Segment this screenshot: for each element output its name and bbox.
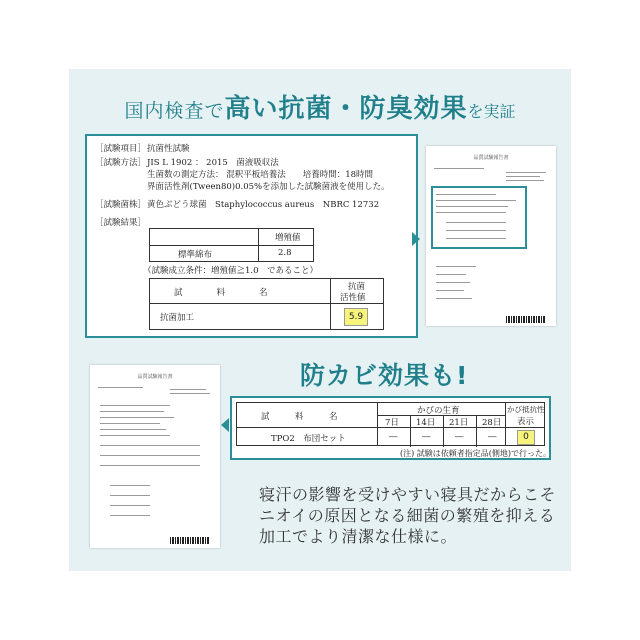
- mold-sample-name: TPO2 布団セット: [271, 434, 346, 444]
- activity-header-2: 活性値: [340, 293, 366, 303]
- growth-value-header: 増殖値: [275, 233, 301, 243]
- doc1-highlight-box: [431, 186, 527, 249]
- test-result-label: ［試験結果］: [95, 218, 147, 228]
- test-item-label: ［試験項目］: [95, 144, 147, 154]
- doc1-title: 品質試験報告書: [473, 155, 509, 161]
- arrow-left-icon: [221, 418, 229, 432]
- report-document-1: [426, 146, 556, 326]
- day-21: 21日: [449, 418, 469, 428]
- standard-cloth-value: 2.8: [278, 248, 292, 258]
- day-28: 28日: [482, 418, 502, 428]
- result-table-1: [149, 228, 314, 262]
- test-strain-label: ［試験菌株］: [95, 200, 147, 210]
- headline-part1: 国内検査で: [124, 100, 225, 122]
- antibacterial-label: 抗菌加工: [160, 313, 195, 323]
- mold-day7-value: ―: [389, 432, 398, 442]
- headline-part2: 高い抗菌・防臭効果: [224, 94, 468, 124]
- description-line-3: 加工でより清潔な仕様に。: [259, 527, 458, 546]
- description-line-1: 寝汗の影響を受けやすい寝具だからこそ: [259, 485, 557, 504]
- doc1-barcode: [506, 316, 546, 323]
- result-table-2: [149, 278, 384, 330]
- mold-growth-header: かびの生育: [417, 406, 460, 416]
- mold-rating-header-1: かび抵抗性: [507, 405, 545, 414]
- doc2-title: 品質試験報告書: [137, 374, 173, 380]
- mold-rating-header-2: 表示: [517, 417, 535, 427]
- mold-note: (注) 試験は依頼者指定品(側地)で行った。: [400, 449, 552, 458]
- activity-header-1: 抗菌: [348, 282, 366, 292]
- report-document-2: [90, 365, 220, 548]
- description-line-2: ニオイの原因となる細菌の繁殖を抑える: [259, 506, 556, 525]
- description-text: [259, 484, 559, 547]
- mold-result-table: [236, 402, 545, 446]
- antibacterial-value: 5.9: [344, 308, 368, 326]
- test-item-value: 抗菌性試験: [147, 144, 190, 154]
- sample-name-header: 試 料 名: [174, 288, 268, 298]
- mold-day28-value: ―: [488, 432, 497, 442]
- antibacterial-test-card: [85, 134, 418, 338]
- mold-headline: 防カビ効果も!: [300, 361, 469, 390]
- test-method-value: JIS L 1902 ： 2015 菌液吸収法: [147, 158, 279, 168]
- day-7: 7日: [385, 418, 399, 428]
- day-14: 14日: [416, 418, 436, 428]
- test-condition: （試験成立条件：増殖値≧1.0 であること）: [143, 266, 319, 276]
- mold-sample-header: 試 料 名: [261, 412, 338, 422]
- test-strain-value: 黄色ぶどう球菌 Staphylococcus aureus NBRC 12732: [147, 200, 380, 210]
- arrow-right-icon: [412, 232, 420, 246]
- mold-day21-value: ―: [455, 432, 464, 442]
- headline-part3: を実証: [467, 102, 516, 121]
- mold-rating-value: 0: [517, 430, 535, 445]
- doc2-barcode: [170, 537, 210, 544]
- standard-cloth-label: 標準綿布: [178, 250, 213, 260]
- test-method-label: ［試験方法］: [95, 158, 147, 168]
- test-method-detail: 生菌数の測定方法： 混釈平板培養法 培養時間：18時間: [147, 170, 374, 180]
- mold-day14-value: ―: [422, 432, 431, 442]
- headline: [0, 88, 640, 125]
- mold-test-card: [230, 396, 551, 460]
- test-method-note: 界面活性剤(Tween80)0.05%を添加した試験菌液を使用した。: [147, 182, 390, 192]
